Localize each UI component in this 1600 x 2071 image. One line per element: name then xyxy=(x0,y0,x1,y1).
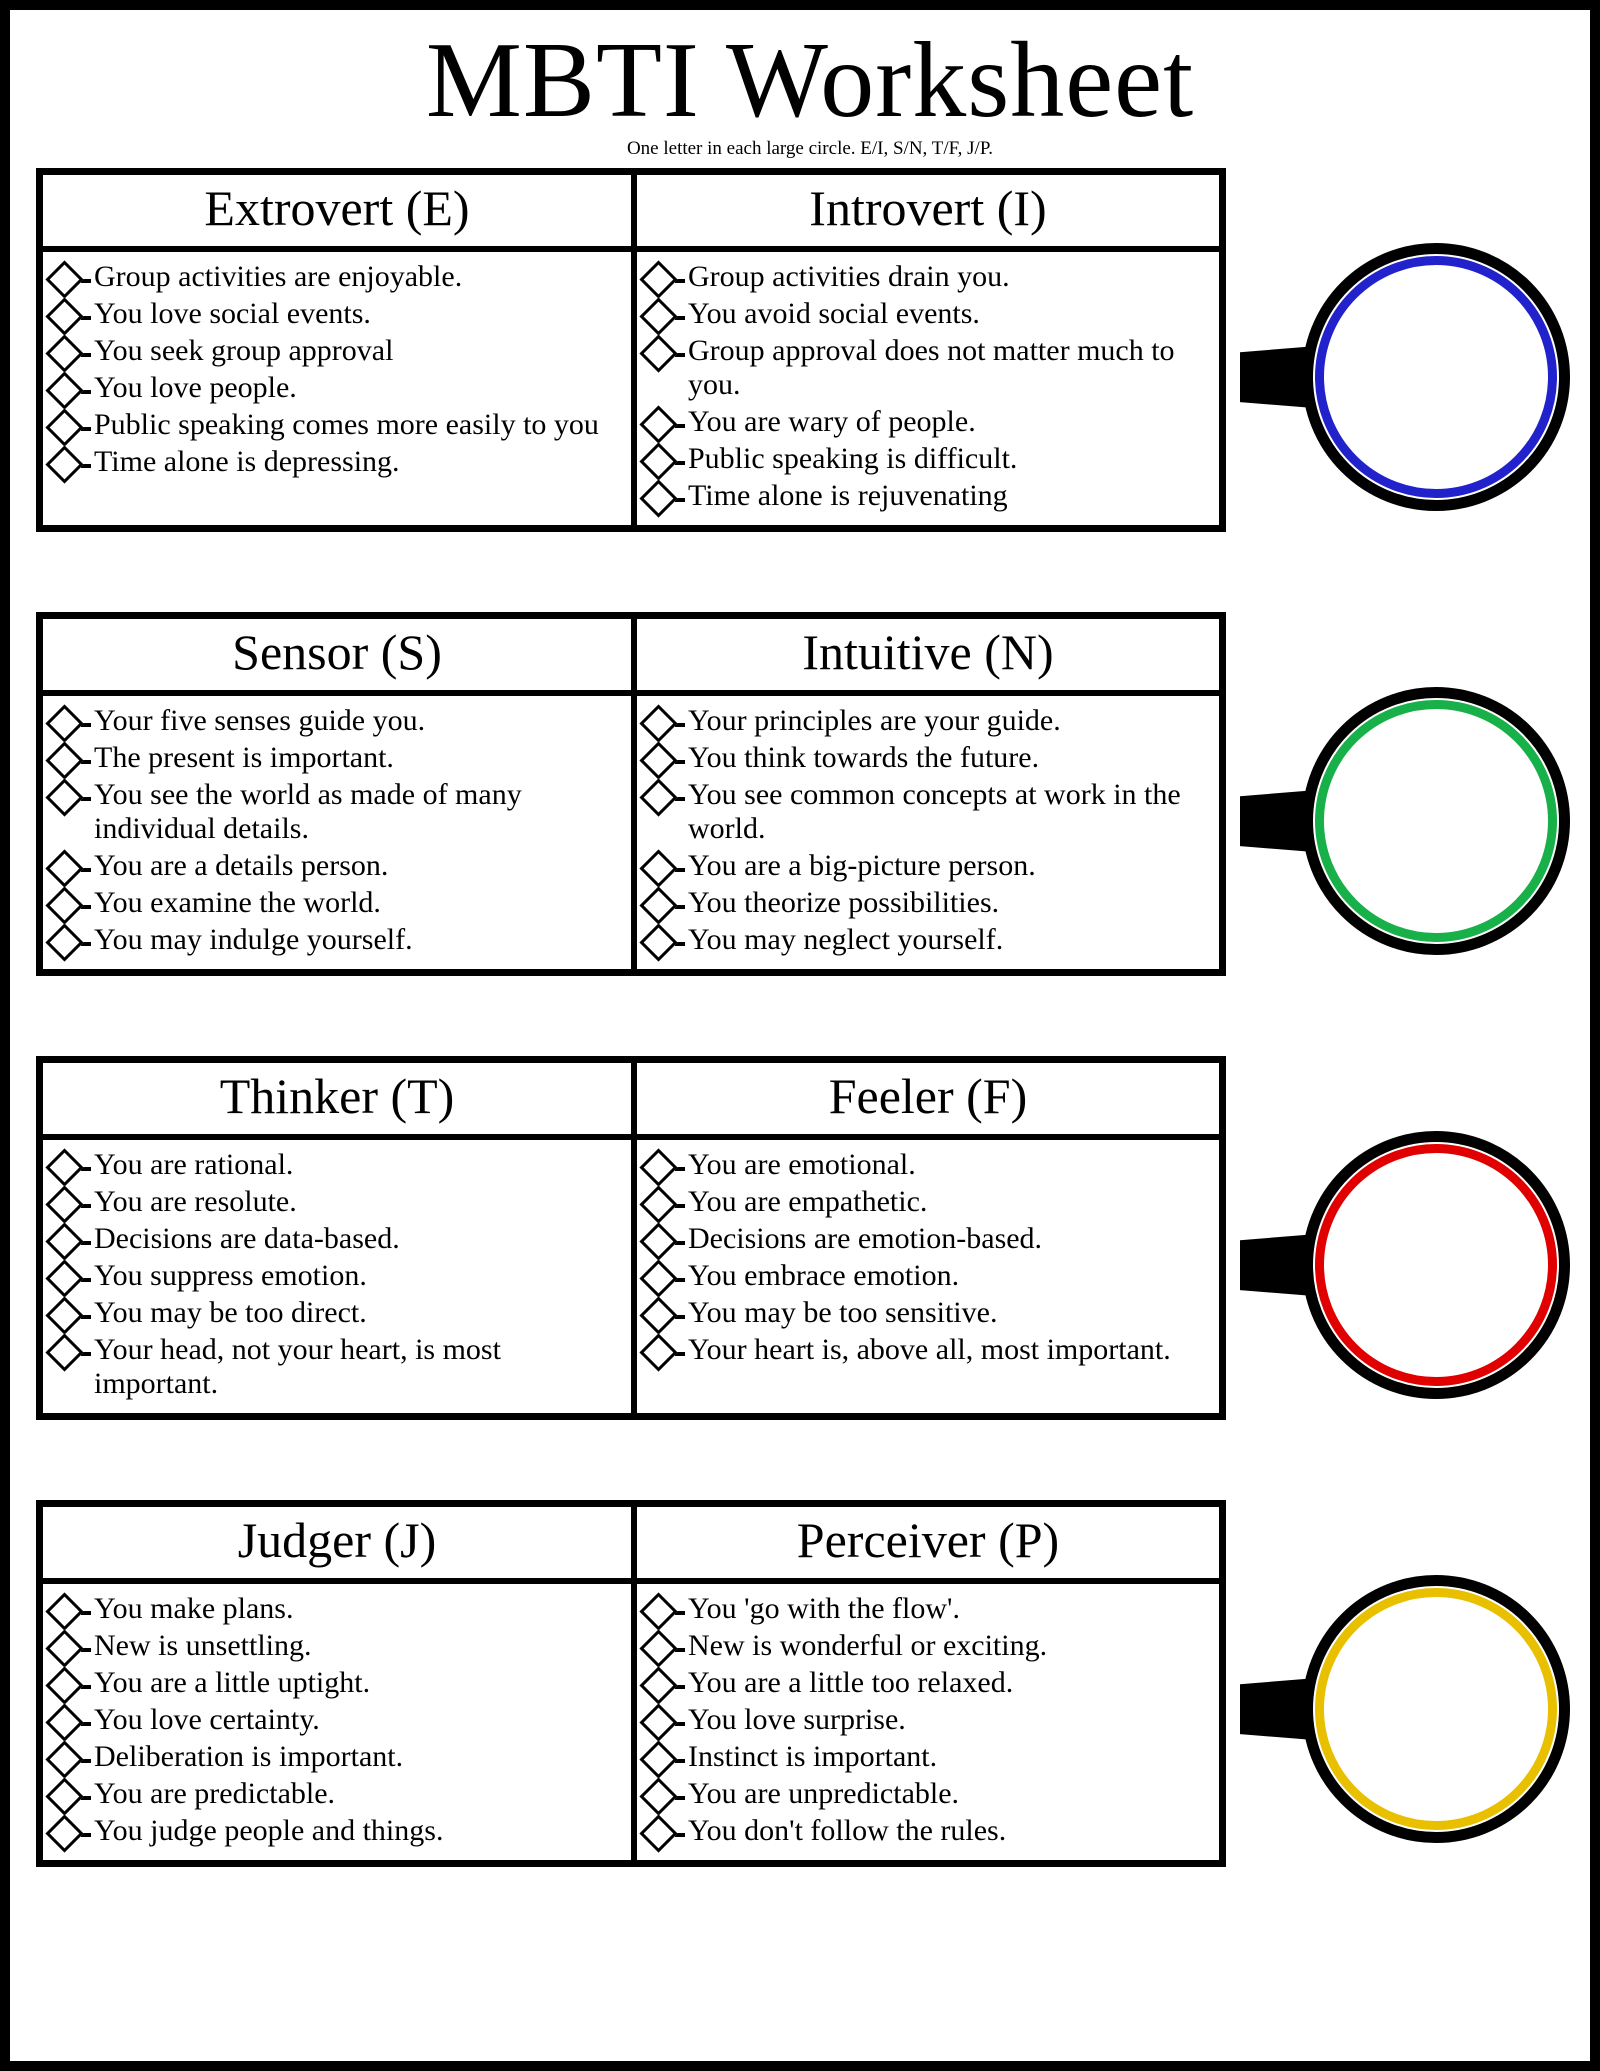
list-item-label: You avoid social events. xyxy=(688,297,980,331)
diamond-checkbox-icon[interactable] xyxy=(45,1740,83,1778)
diamond-checkbox-icon[interactable] xyxy=(639,1814,677,1852)
list-item-label: You may neglect yourself. xyxy=(688,922,1004,956)
list-item-label: You are resolute. xyxy=(94,1185,297,1219)
list-item[interactable] xyxy=(51,704,621,738)
list-item-label: You seek group approval xyxy=(94,333,394,367)
list-item-label: Your five senses guide you. xyxy=(94,704,426,738)
diamond-checkbox-icon[interactable] xyxy=(45,1296,83,1334)
diamond-checkbox-icon[interactable] xyxy=(639,923,677,961)
list-item-label: Your principles are your guide. xyxy=(688,704,1061,738)
checklist-introvert xyxy=(645,260,1209,512)
list-item-label: You examine the world. xyxy=(94,885,381,919)
list-item-label: You love certainty. xyxy=(94,1702,320,1736)
column-heading-feeler: Feeler (F) xyxy=(631,1063,1219,1134)
list-item-label: You are predictable. xyxy=(94,1776,336,1810)
list-item-label: Group activities are enjoyable. xyxy=(94,260,463,294)
column-sensor xyxy=(43,696,631,969)
list-item-label: Deliberation is important. xyxy=(94,1739,404,1773)
diamond-checkbox-icon[interactable] xyxy=(45,778,83,816)
dichotomy-block-tf xyxy=(36,1056,1584,1474)
table-body-row xyxy=(43,1584,1219,1860)
list-item[interactable] xyxy=(645,1777,1209,1811)
list-item[interactable] xyxy=(645,1296,1209,1330)
answer-circle-ei[interactable] xyxy=(1302,243,1570,511)
list-item-label: You may indulge yourself. xyxy=(94,922,413,956)
list-item-label: You are wary of people. xyxy=(688,404,976,438)
list-item[interactable] xyxy=(51,1259,621,1293)
diamond-checkbox-icon[interactable] xyxy=(45,923,83,961)
list-item-label: You may be too sensitive. xyxy=(688,1295,998,1329)
dichotomy-block-ei xyxy=(36,168,1584,586)
column-heading-intuitive: Intuitive (N) xyxy=(631,619,1219,690)
list-item[interactable] xyxy=(51,1592,621,1626)
page-title: MBTI Worksheet xyxy=(425,21,1195,140)
list-item-label: You are rational. xyxy=(94,1148,294,1182)
column-heading-thinker: Thinker (T) xyxy=(219,1068,455,1125)
diamond-checkbox-icon[interactable] xyxy=(45,1703,83,1741)
magnifier-sn xyxy=(1240,671,1580,971)
list-item-label: You are a little too relaxed. xyxy=(688,1665,1014,1699)
list-item[interactable] xyxy=(645,778,1209,846)
dichotomy-block-sn xyxy=(36,612,1584,1030)
diamond-checkbox-icon[interactable] xyxy=(639,479,677,517)
list-item-label: You are emotional. xyxy=(688,1148,916,1182)
list-item-label: You love social events. xyxy=(94,297,371,331)
table-header-row xyxy=(43,1063,1219,1140)
checklist-feeler xyxy=(645,1148,1209,1366)
comparison-table-tf xyxy=(36,1056,1226,1420)
lens-ring xyxy=(1315,1144,1557,1386)
diamond-checkbox-icon[interactable] xyxy=(45,1333,83,1371)
diamond-checkbox-icon[interactable] xyxy=(639,1629,677,1667)
table-header-row xyxy=(43,619,1219,696)
list-item[interactable] xyxy=(645,1666,1209,1700)
table-header-row xyxy=(43,175,1219,252)
checklist-intuitive xyxy=(645,704,1209,956)
diamond-checkbox-icon[interactable] xyxy=(639,1222,677,1260)
magnifier-ei xyxy=(1240,227,1580,527)
list-item[interactable] xyxy=(51,886,621,920)
column-intuitive xyxy=(631,696,1219,969)
table-body-row xyxy=(43,696,1219,969)
list-item-label: You see the world as made of many individual details. xyxy=(94,777,522,845)
diamond-checkbox-icon[interactable] xyxy=(639,334,677,372)
list-item-label: You judge people and things. xyxy=(94,1813,444,1847)
list-item[interactable] xyxy=(645,1703,1209,1737)
diamond-checkbox-icon[interactable] xyxy=(639,886,677,924)
list-item-label: Decisions are data-based. xyxy=(94,1221,400,1255)
list-item[interactable] xyxy=(51,260,621,294)
column-heading-introvert: Introvert (I) xyxy=(631,175,1219,246)
answer-circle-sn[interactable] xyxy=(1302,687,1570,955)
list-item-label: You love surprise. xyxy=(688,1702,906,1736)
diamond-checkbox-icon[interactable] xyxy=(45,886,83,924)
list-item-label: Public speaking comes more easily to you xyxy=(94,407,599,441)
comparison-table-ei xyxy=(36,168,1226,532)
list-item[interactable] xyxy=(51,1740,621,1774)
diamond-checkbox-icon[interactable] xyxy=(639,1259,677,1297)
diamond-checkbox-icon[interactable] xyxy=(45,371,83,409)
list-item[interactable] xyxy=(51,849,621,883)
list-item[interactable] xyxy=(51,1814,621,1848)
list-item-label: You theorize possibilities. xyxy=(688,885,1000,919)
list-item-label: The present is important. xyxy=(94,741,394,775)
column-heading-sensor: Sensor (S) xyxy=(232,624,442,681)
list-item[interactable] xyxy=(645,442,1209,476)
list-item[interactable] xyxy=(645,1814,1209,1848)
list-item[interactable] xyxy=(645,1148,1209,1182)
diamond-checkbox-icon[interactable] xyxy=(639,1593,677,1631)
list-item[interactable] xyxy=(645,704,1209,738)
diamond-checkbox-icon[interactable] xyxy=(639,297,677,335)
diamond-checkbox-icon[interactable] xyxy=(45,261,83,299)
column-extrovert xyxy=(43,252,631,525)
list-item[interactable] xyxy=(51,778,621,846)
list-item[interactable] xyxy=(51,297,621,331)
list-item-label: Your head, not your heart, is most important. xyxy=(94,1332,501,1400)
diamond-checkbox-icon[interactable] xyxy=(639,741,677,779)
list-item[interactable] xyxy=(645,923,1209,957)
list-item[interactable] xyxy=(51,445,621,479)
column-heading-judger: Judger (J) xyxy=(237,1512,437,1569)
list-item-label: Time alone is depressing. xyxy=(94,444,400,478)
diamond-checkbox-icon[interactable] xyxy=(639,1740,677,1778)
diamond-checkbox-icon[interactable] xyxy=(45,1259,83,1297)
diamond-checkbox-icon[interactable] xyxy=(45,741,83,779)
list-item[interactable] xyxy=(645,849,1209,883)
list-item[interactable] xyxy=(645,1740,1209,1774)
list-item-label: You don't follow the rules. xyxy=(688,1813,1007,1847)
table-body-row xyxy=(43,252,1219,525)
diamond-checkbox-icon[interactable] xyxy=(45,705,83,743)
list-item[interactable] xyxy=(645,1185,1209,1219)
list-item-label: Public speaking is difficult. xyxy=(688,441,1018,475)
diamond-checkbox-icon[interactable] xyxy=(45,849,83,887)
lens-ring xyxy=(1315,1588,1557,1830)
diamond-checkbox-icon[interactable] xyxy=(639,705,677,743)
column-feeler xyxy=(631,1140,1219,1413)
diamond-checkbox-icon[interactable] xyxy=(45,297,83,335)
list-item-label: You love people. xyxy=(94,370,297,404)
checklist-sensor xyxy=(51,704,621,956)
list-item-label: Instinct is important. xyxy=(688,1739,938,1773)
diamond-checkbox-icon[interactable] xyxy=(45,1149,83,1187)
list-item[interactable] xyxy=(51,1666,621,1700)
page-subtitle: One letter in each large circle. E/I, S/N, T/F, J/P. xyxy=(626,138,994,160)
column-introvert xyxy=(631,252,1219,525)
diamond-checkbox-icon[interactable] xyxy=(45,1777,83,1815)
column-heading-perceiver: Perceiver (P) xyxy=(631,1507,1219,1578)
table-body-row xyxy=(43,1140,1219,1413)
checklist-judger xyxy=(51,1592,621,1847)
diamond-checkbox-icon[interactable] xyxy=(45,408,83,446)
column-perceiver xyxy=(631,1584,1219,1860)
worksheet-sheet xyxy=(20,20,1600,2071)
list-item-label: Decisions are emotion-based. xyxy=(688,1221,1043,1255)
list-item[interactable] xyxy=(645,334,1209,402)
magnifier-tf xyxy=(1240,1115,1580,1415)
lens-ring xyxy=(1315,256,1557,498)
table-header-row xyxy=(43,1507,1219,1584)
diamond-checkbox-icon[interactable] xyxy=(45,1666,83,1704)
checklist-extrovert xyxy=(51,260,621,478)
list-item[interactable] xyxy=(645,1259,1209,1293)
diamond-checkbox-icon[interactable] xyxy=(639,1666,677,1704)
list-item[interactable] xyxy=(645,1629,1209,1663)
column-judger xyxy=(43,1584,631,1860)
diamond-checkbox-icon[interactable] xyxy=(45,1185,83,1223)
list-item-label: You are empathetic. xyxy=(688,1185,928,1219)
list-item[interactable] xyxy=(51,1703,621,1737)
list-item[interactable] xyxy=(51,923,621,957)
diamond-checkbox-icon[interactable] xyxy=(639,442,677,480)
diamond-checkbox-icon[interactable] xyxy=(45,334,83,372)
diamond-checkbox-icon[interactable] xyxy=(639,1296,677,1334)
checklist-thinker xyxy=(51,1148,621,1400)
diamond-checkbox-icon[interactable] xyxy=(45,1629,83,1667)
list-item[interactable] xyxy=(51,741,621,775)
diamond-checkbox-icon[interactable] xyxy=(45,1814,83,1852)
list-item[interactable] xyxy=(51,1777,621,1811)
diamond-checkbox-icon[interactable] xyxy=(639,261,677,299)
list-item[interactable] xyxy=(51,1629,621,1663)
list-item[interactable] xyxy=(645,479,1209,513)
list-item[interactable] xyxy=(645,405,1209,439)
list-item-label: You are a big-picture person. xyxy=(688,848,1036,882)
list-item[interactable] xyxy=(51,334,621,368)
comparison-table-sn xyxy=(36,612,1226,976)
answer-circle-tf[interactable] xyxy=(1302,1131,1570,1399)
diamond-checkbox-icon[interactable] xyxy=(639,1333,677,1371)
list-item-label: Group activities drain you. xyxy=(688,260,1010,294)
column-thinker xyxy=(43,1140,631,1413)
diamond-checkbox-icon[interactable] xyxy=(639,849,677,887)
lens-ring xyxy=(1315,700,1557,942)
diamond-checkbox-icon[interactable] xyxy=(45,1593,83,1631)
list-item[interactable] xyxy=(51,1222,621,1256)
list-item[interactable] xyxy=(51,1333,621,1401)
list-item-label: You are a little uptight. xyxy=(94,1665,371,1699)
list-item[interactable] xyxy=(51,1296,621,1330)
list-item-label: Your heart is, above all, most important. xyxy=(688,1332,1171,1366)
diamond-checkbox-icon[interactable] xyxy=(45,445,83,483)
list-item-label: You make plans. xyxy=(94,1592,294,1626)
column-heading-extrovert: Extrovert (E) xyxy=(204,180,470,237)
list-item-label: You are a details person. xyxy=(94,848,389,882)
answer-circle-jp[interactable] xyxy=(1302,1575,1570,1843)
dichotomy-block-jp xyxy=(36,1500,1584,1918)
diamond-checkbox-icon[interactable] xyxy=(639,1777,677,1815)
list-item[interactable] xyxy=(51,408,621,442)
list-item[interactable] xyxy=(645,260,1209,294)
list-item[interactable] xyxy=(51,371,621,405)
list-item-label: Time alone is rejuvenating xyxy=(688,478,1008,512)
list-item[interactable] xyxy=(645,1592,1209,1626)
list-item[interactable] xyxy=(645,1222,1209,1256)
list-item-label: You 'go with the flow'. xyxy=(688,1592,960,1626)
diamond-checkbox-icon[interactable] xyxy=(639,405,677,443)
list-item-label: New is wonderful or exciting. xyxy=(688,1629,1048,1663)
comparison-table-jp xyxy=(36,1500,1226,1867)
list-item[interactable] xyxy=(645,741,1209,775)
list-item-label: You may be too direct. xyxy=(94,1295,367,1329)
list-item[interactable] xyxy=(51,1185,621,1219)
diamond-checkbox-icon[interactable] xyxy=(639,1149,677,1187)
list-item-label: You embrace emotion. xyxy=(688,1258,960,1292)
list-item[interactable] xyxy=(645,886,1209,920)
diamond-checkbox-icon[interactable] xyxy=(639,1703,677,1741)
checklist-perceiver xyxy=(645,1592,1209,1847)
list-item[interactable] xyxy=(645,297,1209,331)
diamond-checkbox-icon[interactable] xyxy=(639,778,677,816)
list-item-label: You see common concepts at work in the world. xyxy=(688,777,1181,845)
diamond-checkbox-icon[interactable] xyxy=(639,1185,677,1223)
list-item-label: You suppress emotion. xyxy=(94,1258,367,1292)
list-item[interactable] xyxy=(645,1333,1209,1367)
list-item-label: You think towards the future. xyxy=(688,741,1040,775)
list-item-label: New is unsettling. xyxy=(94,1629,312,1663)
list-item-label: You are unpredictable. xyxy=(688,1776,960,1810)
diamond-checkbox-icon[interactable] xyxy=(45,1222,83,1260)
list-item[interactable] xyxy=(51,1148,621,1182)
list-item-label: Group approval does not matter much to you. xyxy=(688,333,1175,401)
magnifier-jp xyxy=(1240,1559,1580,1859)
